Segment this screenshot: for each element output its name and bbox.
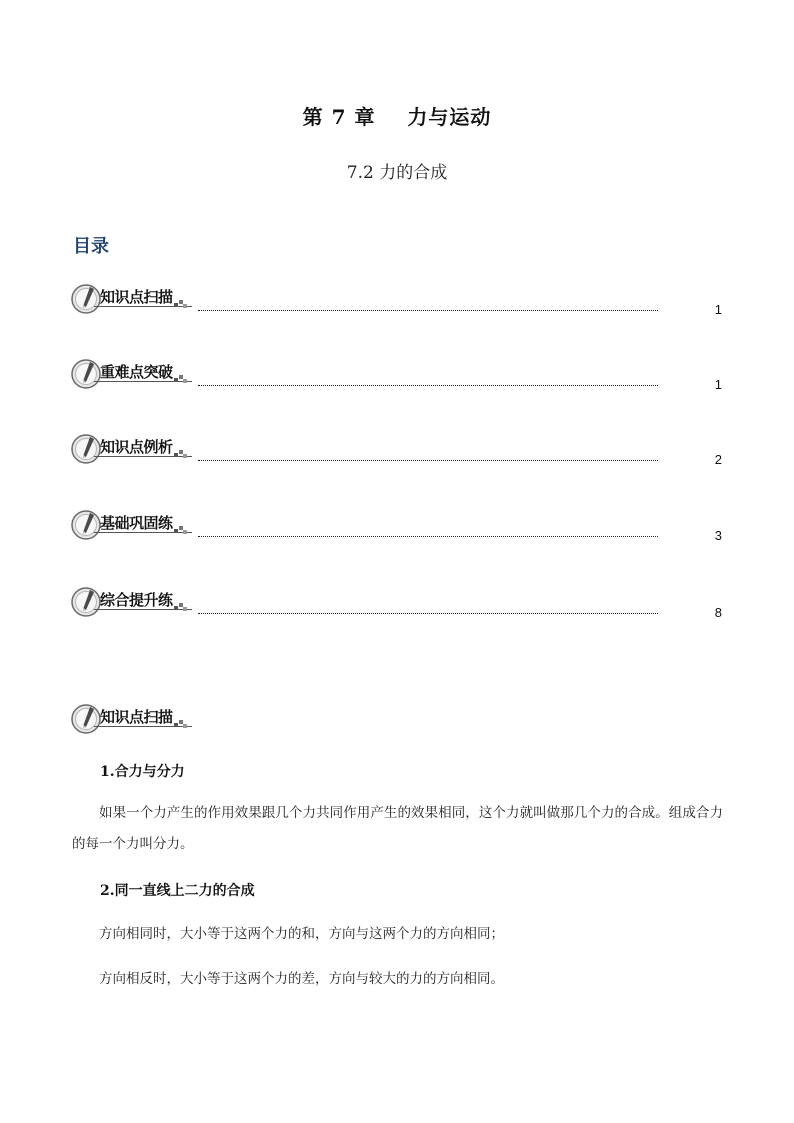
toc-item-label: 知识点扫描 [100,288,173,306]
paragraph: 如果一个力产生的作用效果跟几个力共同作用产生的效果相同，这个力就叫做那几个力的合成。组成合力的每一个力叫分力。 [72,805,723,852]
toc-row[interactable] [70,355,722,399]
point-heading: 2.同一直线上二力的合成 [100,883,255,899]
pen-circle-icon [70,703,102,735]
toc-row[interactable] [70,583,722,627]
squares-icon [174,525,188,535]
squares-icon [174,602,188,612]
pen-circle-icon [70,283,102,315]
section-badge [70,506,196,546]
paragraph: 方向相反时，大小等于这两个力的差，方向与较大的力的方向相同。 [99,971,504,987]
toc-item-label: 重难点突破 [100,363,173,381]
toc-leader [198,613,658,614]
toc-row[interactable] [70,280,722,324]
section-badge [70,280,196,320]
squares-icon [174,449,188,459]
section-badge [70,583,196,623]
toc-page-number: 8 [714,605,722,620]
toc-page-number: 3 [714,528,722,543]
toc-item-label: 知识点例析 [100,438,173,456]
section-badge-label: 知识点扫描 [100,708,173,726]
chapter-title: 第 7 章 力与运动 [302,105,492,129]
toc-row[interactable] [70,430,722,474]
squares-icon [174,374,188,384]
section-badge [70,430,196,470]
toc-page-number: 1 [714,377,722,392]
section-badge [70,355,196,395]
toc-leader [198,385,658,386]
toc-item-label: 基础巩固练 [100,514,173,532]
pen-circle-icon [70,509,102,541]
toc-leader [198,310,658,311]
toc-page-number: 1 [714,302,722,317]
pen-circle-icon [70,358,102,390]
toc-item-label: 综合提升练 [100,591,173,609]
toc-leader [198,536,658,537]
pen-circle-icon [70,586,102,618]
toc-heading: 目录 [73,236,109,257]
point-heading: 1.合力与分力 [100,764,185,780]
toc-leader [198,460,658,461]
squares-icon [174,299,188,309]
toc-row[interactable] [70,506,722,550]
toc-page-number: 2 [714,452,722,467]
section-badge-knowledge-scan [70,700,196,740]
squares-icon [174,719,188,729]
paragraph: 方向相同时，大小等于这两个力的和，方向与这两个力的方向相同； [99,926,504,942]
pen-circle-icon [70,433,102,465]
section-title: 7.2 力的合成 [346,163,448,183]
